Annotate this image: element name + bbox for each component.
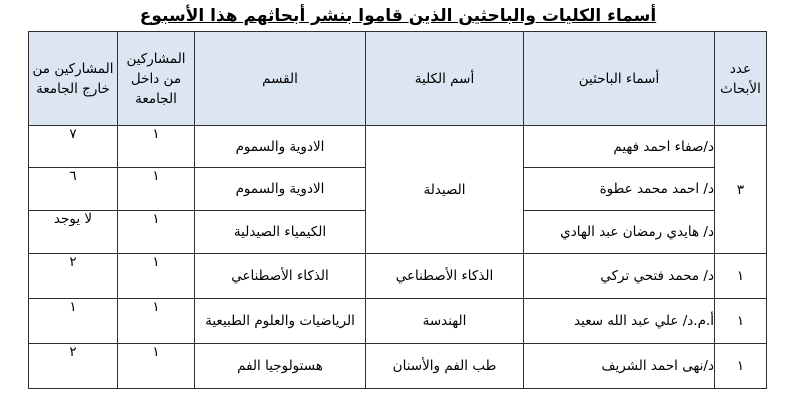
internal-cell: ١ <box>118 299 195 344</box>
header-researchers: أسماء الباحثين <box>524 32 715 126</box>
table-row <box>29 299 767 344</box>
external-cell: ٢ <box>29 254 118 299</box>
external-cell: ٢ <box>29 344 118 389</box>
researcher-cell: د/ احمد محمد عطوة <box>524 168 715 211</box>
department-cell: الكيمياء الصيدلية <box>195 211 366 254</box>
header-department: القسم <box>195 32 366 126</box>
faculty-cell: الهندسة <box>366 299 524 344</box>
faculty-cell: طب الفم والأسنان <box>366 344 524 389</box>
count-cell: ١ <box>715 254 767 299</box>
faculty-cell: الذكاء الأصطناعي <box>366 254 524 299</box>
header-count: عدد الأبحاث <box>715 32 767 126</box>
researcher-cell: د/ هايدي رمضان عبد الهادي <box>524 211 715 254</box>
internal-cell: ١ <box>118 168 195 211</box>
internal-cell: ١ <box>118 211 195 254</box>
internal-cell: ١ <box>118 344 195 389</box>
department-cell: الادوية والسموم <box>195 126 366 168</box>
count-cell: ١ <box>715 299 767 344</box>
researcher-cell: د/صفاء احمد فهيم <box>524 126 715 168</box>
external-cell: ٧ <box>29 126 118 168</box>
department-cell: الرياضيات والعلوم الطبيعية <box>195 299 366 344</box>
internal-cell: ١ <box>118 254 195 299</box>
table-row <box>29 126 767 168</box>
table-row <box>29 254 767 299</box>
header-row <box>29 32 767 126</box>
department-cell: الذكاء الأصطناعي <box>195 254 366 299</box>
researcher-cell: د/ محمد فتحي تركي <box>524 254 715 299</box>
research-table <box>28 31 767 389</box>
department-cell: الادوية والسموم <box>195 168 366 211</box>
internal-cell: ١ <box>118 126 195 168</box>
page-title: أسماء الكليات والباحثين الذين قاموا بنشر أبحاثهم هذا الأسبوع <box>139 6 657 26</box>
department-cell: هستولوجيا الفم <box>195 344 366 389</box>
researcher-cell: د/نهى احمد الشريف <box>524 344 715 389</box>
count-cell: ١ <box>715 344 767 389</box>
external-cell: ١ <box>29 299 118 344</box>
external-cell: ٦ <box>29 168 118 211</box>
header-internal: المشاركين من داخل الجامعة <box>118 32 195 126</box>
header-external: المشاركين من خارج الجامعة <box>29 32 118 126</box>
table-row <box>29 344 767 389</box>
researcher-cell: أ.م.د/ علي عبد الله سعيد <box>524 299 715 344</box>
external-cell: لا يوجد <box>29 211 118 254</box>
header-faculty: أسم الكلية <box>366 32 524 126</box>
faculty-cell: الصيدلة <box>366 126 524 254</box>
count-cell: ٣ <box>715 126 767 254</box>
